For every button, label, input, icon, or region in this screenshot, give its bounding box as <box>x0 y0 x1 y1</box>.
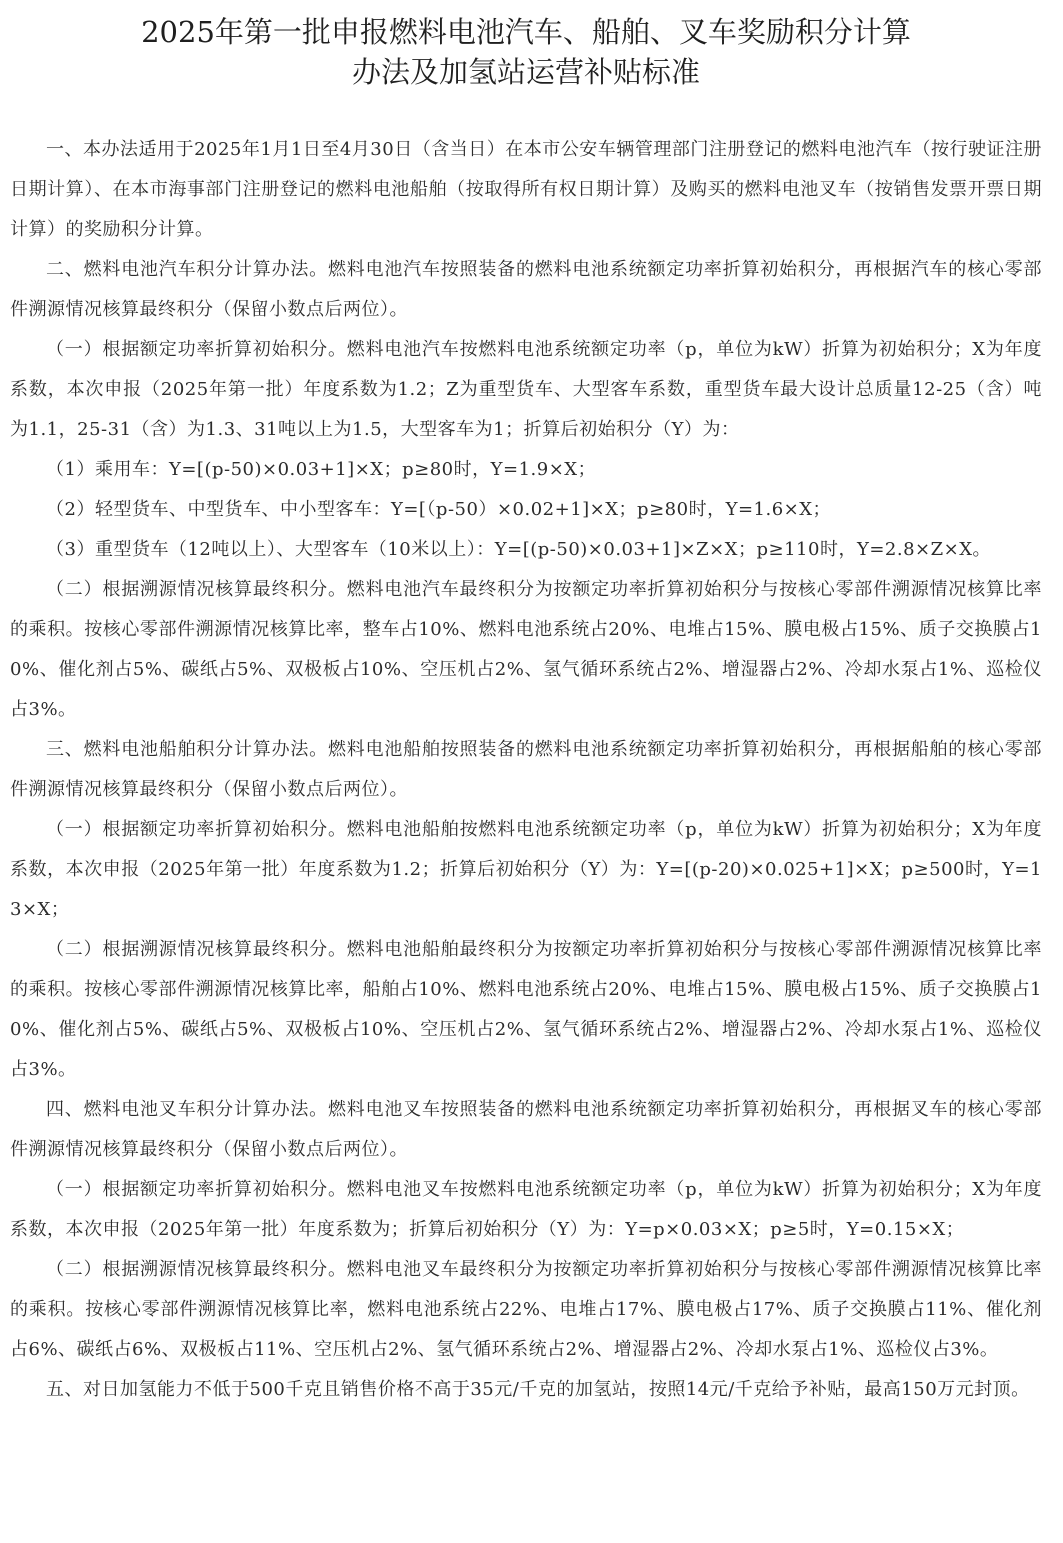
document-body <box>10 130 1042 1410</box>
paragraph-hydrogen-station: 五、对日加氢能力不低于500千克且销售价格不高于35元/千克的加氢站，按照14元/千克给予补贴，最高150万元封顶。 <box>46 1379 1030 1400</box>
paragraph-vehicle-light: （2）轻型货车、中型货车、中小型客车：Y=[（p-50）×0.02+1]×X；p≥80时，Y=1.6×X； <box>46 499 832 520</box>
title-line-1: 2025年第一批申报燃料电池汽车、船舶、叉车奖励积分计算 <box>141 15 911 49</box>
paragraph-forklift-final: （二）根据溯源情况核算最终积分。燃料电池叉车最终积分为按额定功率折算初始积分与按核心零部件溯源情况核算比率的乘积。按核心零部件溯源情况核算比率，燃料电池系统占22%、电堆占17%、膜电极占17%、质子交换膜占11%、催化剂占6%、碳纸占6%、双极板占11%、空压机占2%、氢气循环系统占2%、增湿器占2%、冷却水泵占1%、巡检仪占3%。 <box>10 1259 1042 1360</box>
paragraph-forklift-initial: （一）根据额定功率折算初始积分。燃料电池叉车按燃料电池系统额定功率（p，单位为kW）折算为初始积分；X为年度系数，本次申报（2025年第一批）年度系数为；折算后初始积分（Y）为：Y=p×0.03×X；p≥5时，Y=0.15×X； <box>10 1179 1042 1240</box>
paragraph-vehicle-initial: （一）根据额定功率折算初始积分。燃料电池汽车按燃料电池系统额定功率（p，单位为kW）折算为初始积分；X为年度系数，本次申报（2025年第一批）年度系数为1.2；Z为重型货车、大型客车系数，重型货车最大设计总质量12-25（含）吨为1.1，25-31（含）为1.3、31吨以上为1.5，大型客车为1；折算后初始积分（Y）为： <box>10 339 1042 440</box>
paragraph-ship-initial: （一）根据额定功率折算初始积分。燃料电池船舶按燃料电池系统额定功率（p，单位为kW）折算为初始积分；X为年度系数，本次申报（2025年第一批）年度系数为1.2；折算后初始积分（Y）为：Y=[(p-20)×0.025+1]×X；p≥500时，Y=13×X； <box>10 819 1042 920</box>
paragraph-ship-final: （二）根据溯源情况核算最终积分。燃料电池船舶最终积分为按额定功率折算初始积分与按核心零部件溯源情况核算比率的乘积。按核心零部件溯源情况核算比率，船舶占10%、燃料电池系统占20%、电堆占15%、膜电极占15%、质子交换膜占10%、催化剂占5%、碳纸占5%、双极板占10%、空压机占2%、氢气循环系统占2%、增湿器占2%、冷却水泵占1%、巡检仪占3%。 <box>10 939 1042 1080</box>
paragraph-vehicle-final: （二）根据溯源情况核算最终积分。燃料电池汽车最终积分为按额定功率折算初始积分与按核心零部件溯源情况核算比率的乘积。按核心零部件溯源情况核算比率，整车占10%、燃料电池系统占20%、电堆占15%、膜电极占15%、质子交换膜占10%、催化剂占5%、碳纸占5%、双极板占10%、空压机占2%、氢气循环系统占2%、增湿器占2%、冷却水泵占1%、巡检仪占3%。 <box>10 579 1042 720</box>
paragraph-vehicle-passenger: （1）乘用车：Y=[(p-50)×0.03+1]×X；p≥80时，Y=1.9×X； <box>46 459 597 480</box>
paragraph-scope: 一、本办法适用于2025年1月1日至4月30日（含当日）在本市公安车辆管理部门注册登记的燃料电池汽车（按行驶证注册日期计算）、在本市海事部门注册登记的燃料电池船舶（按取得所有权日期计算）及购买的燃料电池叉车（按销售发票开票日期计算）的奖励积分计算。 <box>10 139 1042 240</box>
title-line-2: 办法及加氢站运营补贴标准 <box>351 55 700 89</box>
document-title <box>10 0 1042 92</box>
paragraph-vehicle-method: 二、燃料电池汽车积分计算办法。燃料电池汽车按照装备的燃料电池系统额定功率折算初始积分，再根据汽车的核心零部件溯源情况核算最终积分（保留小数点后两位）。 <box>10 259 1042 320</box>
document <box>10 0 1042 1410</box>
paragraph-forklift-method: 四、燃料电池叉车积分计算办法。燃料电池叉车按照装备的燃料电池系统额定功率折算初始积分，再根据叉车的核心零部件溯源情况核算最终积分（保留小数点后两位）。 <box>10 1099 1042 1160</box>
paragraph-vehicle-heavy: （3）重型货车（12吨以上）、大型客车（10米以上）：Y=[(p-50)×0.03+1]×Z×X；p≥110时，Y=2.8×Z×X。 <box>46 539 992 560</box>
paragraph-ship-method: 三、燃料电池船舶积分计算办法。燃料电池船舶按照装备的燃料电池系统额定功率折算初始积分，再根据船舶的核心零部件溯源情况核算最终积分（保留小数点后两位）。 <box>10 739 1042 800</box>
